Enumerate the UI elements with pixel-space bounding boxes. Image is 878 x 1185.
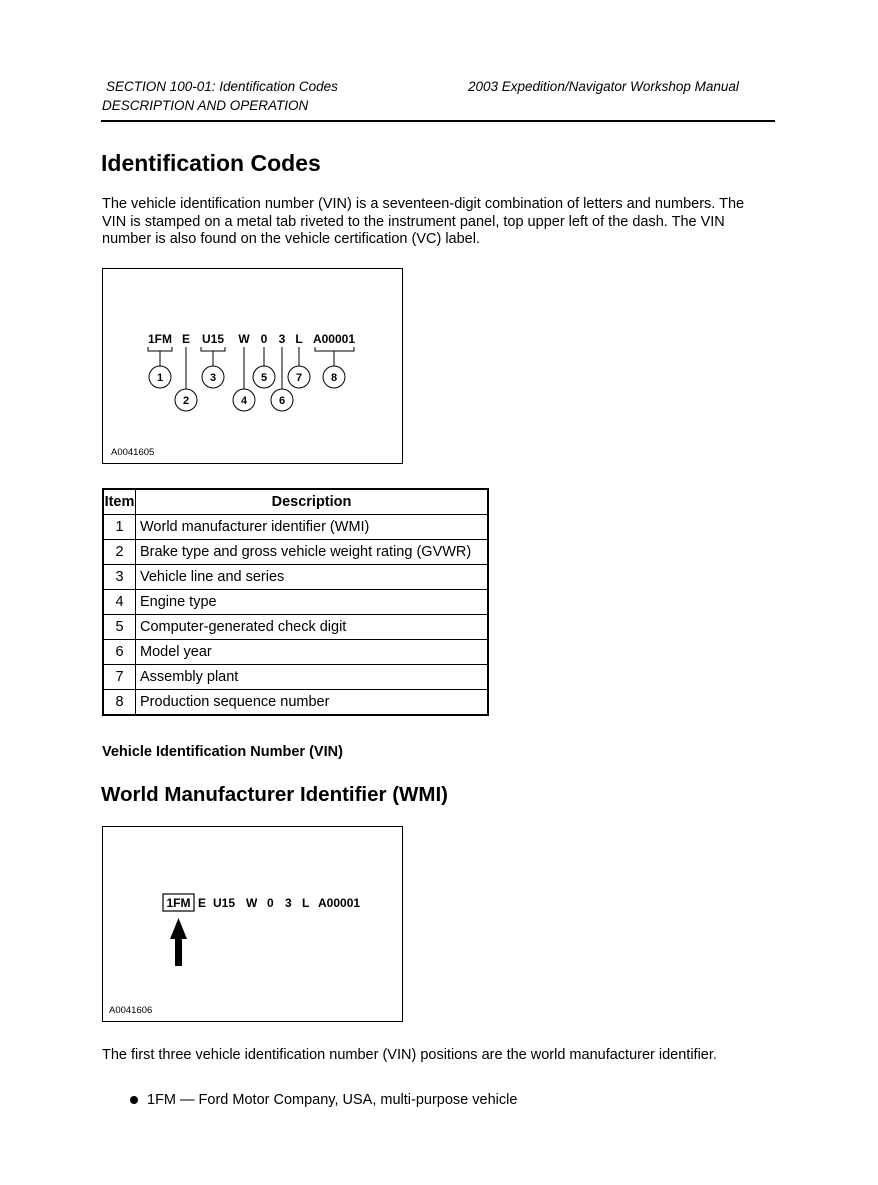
callout-number: 7 [295, 372, 303, 384]
callout-leader [148, 347, 172, 366]
vin-items-table [102, 488, 489, 716]
item-number: 8 [103, 690, 136, 716]
vin-part-text: U15 [213, 896, 236, 910]
wmi-boxed-text: 1FM [166, 896, 191, 910]
bullet-item: 1FM — Ford Motor Company, USA, multi-purpose vehicle [147, 1092, 518, 1108]
callout-number: 6 [278, 395, 286, 407]
callout-leader [201, 347, 225, 366]
vin-part-text: E [181, 332, 191, 346]
callout-leader [315, 347, 354, 366]
item-number: 1 [103, 515, 136, 540]
page-title: Identification Codes [101, 150, 321, 176]
table-row [103, 615, 488, 640]
vin-part-text: 3 [278, 332, 286, 346]
vin-part-text: A00001 [312, 332, 356, 346]
callout-number: 5 [260, 372, 268, 384]
intro-line: number is also found on the vehicle certification (VC) label. [102, 231, 480, 247]
item-number: 4 [103, 590, 136, 615]
table-row [103, 565, 488, 590]
wmi-figure [102, 826, 403, 1022]
callout-number: 1 [156, 372, 164, 384]
item-description: Brake type and gross vehicle weight rating (GVWR) [136, 540, 489, 565]
vin-breakdown-figure [102, 268, 403, 464]
callout-number: 4 [240, 395, 248, 407]
header-section-title: SECTION 100-01: Identification Codes [106, 79, 338, 94]
item-number: 5 [103, 615, 136, 640]
vin-part-text: 3 [285, 896, 292, 910]
table-row [103, 540, 488, 565]
vin-breakdown-diagram [103, 269, 402, 463]
vin-subheading: Vehicle Identification Number (VIN) [102, 744, 343, 760]
figure-code: A0041606 [109, 1005, 153, 1016]
item-description: World manufacturer identifier (WMI) [136, 515, 489, 540]
vin-part-text: 1FM [148, 332, 172, 346]
wmi-diagram [103, 827, 402, 1021]
vin-part-text: W [246, 896, 258, 910]
item-number: 6 [103, 640, 136, 665]
vin-part-text: 0 [260, 332, 268, 346]
item-description: Model year [136, 640, 489, 665]
intro-paragraph [102, 196, 744, 249]
vin-part-text: L [295, 332, 303, 346]
vin-part-text: W [238, 332, 250, 346]
callout-number: 8 [330, 372, 338, 384]
header-divider [101, 120, 775, 122]
table-row [103, 665, 488, 690]
intro-line: The vehicle identification number (VIN) is a seventeen-digit combination of letters and numbers. The [102, 196, 745, 212]
vin-part-text: 0 [267, 896, 274, 910]
callout-number: 3 [209, 372, 217, 384]
figure-code: A0041605 [111, 447, 155, 458]
item-number: 3 [103, 565, 136, 590]
vin-part-text: A00001 [318, 896, 361, 910]
intro-line: VIN is stamped on a metal tab riveted to the instrument panel, top upper left of the dash. The VIN [102, 213, 725, 230]
table-row [103, 690, 488, 716]
callout-number: 2 [182, 395, 190, 407]
table-row [103, 590, 488, 615]
vin-part-text: E [198, 896, 207, 910]
item-number: 2 [103, 540, 136, 565]
header-subsection: DESCRIPTION AND OPERATION [102, 98, 309, 113]
wmi-heading: World Manufacturer Identifier (WMI) [101, 783, 448, 806]
table-row [103, 515, 488, 540]
item-description: Engine type [136, 590, 489, 615]
item-description: Assembly plant [136, 665, 489, 690]
wmi-description: The first three vehicle identification number (VIN) positions are the world manufacturer identifier. [102, 1047, 717, 1063]
bullet-icon [130, 1096, 138, 1104]
item-description: Vehicle line and series [136, 565, 489, 590]
vin-part-text: U15 [201, 332, 225, 346]
item-description: Production sequence number [136, 690, 489, 716]
vin-part-text: L [302, 896, 310, 910]
table-header-row [103, 489, 488, 515]
column-header-description: Description [136, 489, 489, 515]
item-description: Computer-generated check digit [136, 615, 489, 640]
table-row [103, 640, 488, 665]
pointer-arrow-icon [170, 918, 187, 966]
item-number: 7 [103, 665, 136, 690]
column-header-item: Item [103, 489, 136, 515]
header-manual-title: 2003 Expedition/Navigator Workshop Manual [468, 79, 739, 94]
